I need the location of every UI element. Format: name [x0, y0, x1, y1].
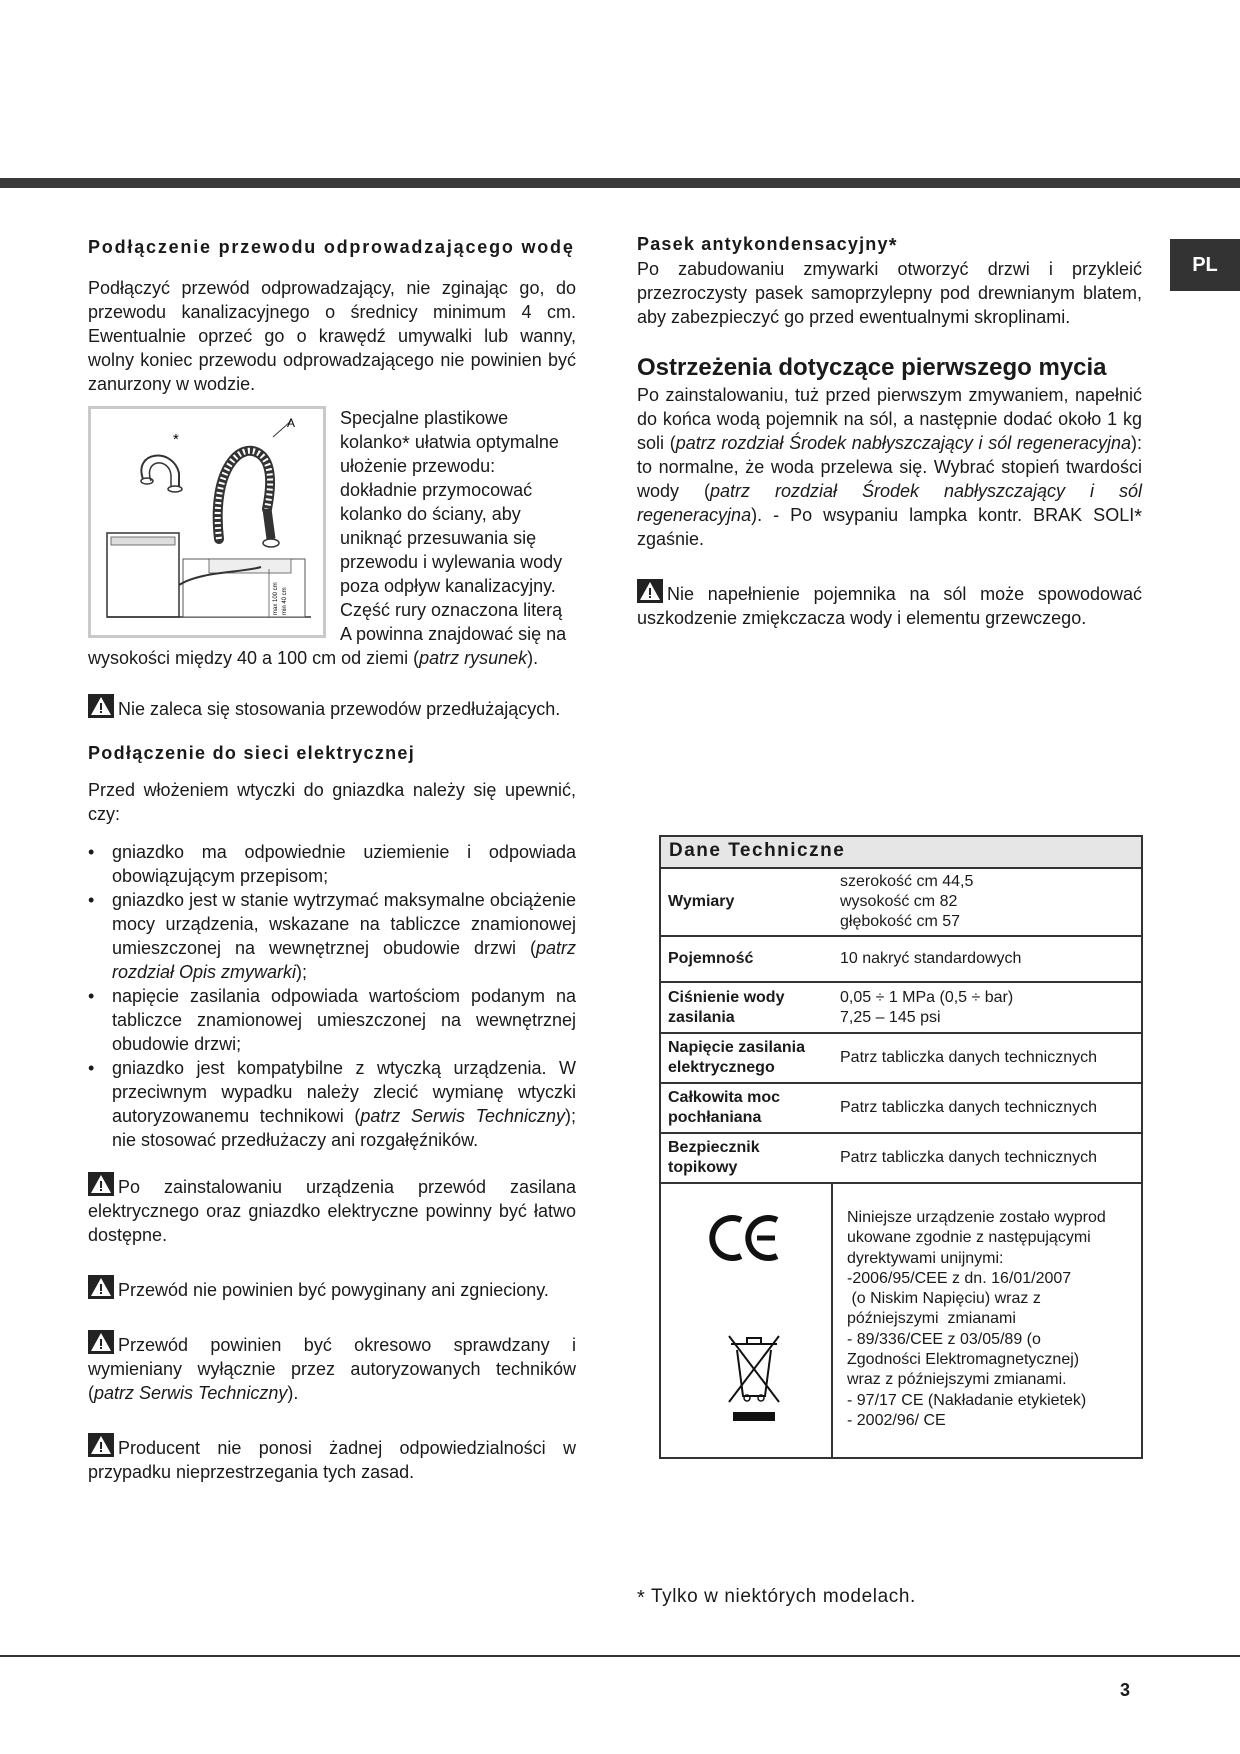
warning-check: [88, 1330, 576, 1405]
warning-salt: [637, 579, 1142, 630]
drain-figure-block: [88, 406, 576, 670]
bottom-rule: [0, 1655, 1240, 1657]
row-key: Pojemność: [668, 950, 754, 967]
row-value: [833, 869, 1141, 935]
value-line: Patrz tabliczka danych technicznych: [840, 1149, 1098, 1166]
cert-line: -2006/95/CEE z dn. 16/01/2007: [847, 1269, 1072, 1287]
first-wash-text: Po zainstalowaniu, tuż przed pierwszym zmywaniem, napełnić do końca wodą pojemnik na sól, a następnie dodać około 1 kg soli (: [637, 385, 1142, 453]
row-value: [833, 1084, 1141, 1132]
list-item-ref: patrz Serwis Techniczny: [360, 1106, 565, 1126]
technical-data-table: [659, 835, 1143, 1459]
warning-access-text: Po zainstalowaniu urządzenia przewód zasilana elektrycznego oraz gniazdko elektryczne powinny być łatwo dostępne.: [88, 1177, 576, 1245]
figure-text-end: ).: [527, 648, 539, 668]
warning-liability: [88, 1433, 576, 1484]
ce-mark-icon: [712, 1218, 777, 1258]
figure-text-part1: Specjalne plastikowe kolanko: [340, 408, 509, 452]
table-row: [661, 983, 1141, 1034]
row-key: Całkowita moc pochłaniana: [668, 1089, 781, 1126]
table-row: [661, 869, 1141, 937]
warning-bend: [88, 1275, 576, 1302]
value-line: Patrz tabliczka danych technicznych: [840, 1099, 1098, 1116]
row-value: [833, 983, 1141, 1032]
figure-text-ref: patrz rysunek: [419, 648, 528, 668]
warning-icon: [637, 579, 663, 603]
left-column: [88, 235, 576, 1484]
value-line: wysokość cm 82: [840, 893, 958, 910]
strip-heading-text: Pasek antykondensacyjny: [637, 234, 889, 254]
cert-line: Niniejsze urządzenie zostało wyprod: [847, 1209, 1106, 1226]
strip-paragraph: Po zabudowaniu zmywarki otworzyć drzwi i przykleić przezroczysty pasek samoprzylepny pod drewnianym blatem, aby zabezpieczyć go przed ewentualnymi skroplinami.: [637, 259, 1142, 327]
asterisk: *: [402, 433, 410, 455]
warning-check-end: ).: [287, 1383, 299, 1403]
figure-label-max: max 100 cm: [273, 582, 279, 615]
row-key: Ciśnienie wody zasilania: [668, 988, 785, 1026]
warning-bend-text: Przewód nie powinien być powyginany ani zgnieciony.: [118, 1280, 549, 1300]
footnote-text: Tylko w niektórych modelach.: [650, 1586, 916, 1607]
footnote: [637, 1586, 916, 1608]
cert-line: - 2002/96/ CE: [847, 1411, 946, 1429]
first-wash-paragraph: [637, 383, 1142, 551]
warning-icon: [88, 1330, 114, 1354]
warning-extension-text: Nie zaleca się stosowania przewodów przedłużających.: [118, 699, 561, 719]
page-number: 3: [1120, 1680, 1131, 1700]
first-wash-heading: Ostrzeżenia dotyczące pierwszego mycia: [637, 354, 1107, 381]
drain-hose-figure: [88, 406, 326, 638]
row-value: [833, 937, 1141, 981]
cert-line: dyrektywami unijnymi:: [847, 1249, 1004, 1267]
table-row: [661, 1034, 1141, 1084]
first-wash-ref: patrz rozdział Środek nabłyszczający i sól regeneracyjna: [675, 433, 1131, 453]
list-item-text: gniazdko jest kompatybilne z wtyczką urządzenia. W przeciwnym wypadku należy zlecić wymianę wtyczki autoryzowanemu technikowi (: [112, 1058, 576, 1126]
electric-checklist: [88, 840, 576, 1152]
figure-label-min: min 40 cm: [282, 587, 288, 615]
value-line: 10 nakryć standardowych: [840, 950, 1022, 967]
language-tab: PL: [1170, 239, 1240, 291]
warning-access: [88, 1172, 576, 1247]
cert-line: - 97/17 CE (Nakładanie etykietek): [847, 1391, 1087, 1409]
row-value: [833, 1034, 1141, 1082]
weee-bin-icon: [729, 1336, 779, 1421]
row-key: Bezpiecznik topikowy: [668, 1139, 760, 1176]
warning-liability-text: Producent nie ponosi żadnej odpowiedzialności w przypadku nieprzestrzegania tych zasad.: [88, 1438, 576, 1482]
certification-text: [833, 1184, 1141, 1457]
list-item-text: gniazdko jest w stanie wytrzymać maksymalne obciążenie mocy urządzenia, wskazane na tabliczce znamionowej umieszczonej na wewnętrznej obudowie drzwi (: [112, 890, 576, 958]
certification-block: [661, 1184, 1141, 1457]
list-item: • napięcie zasilania odpowiada wartościom podanym na tabliczce znamionowej umieszczonej na wewnętrznej obudowie drzwi;: [88, 984, 576, 1056]
drain-hose-illustration: [91, 409, 323, 635]
table-row: [661, 1134, 1141, 1184]
figure-label-star: *: [173, 431, 179, 448]
figure-text-part2: ułatwia optymalne ułożenie przewodu: dokładnie przymocować kolanko do ściany, aby uniknąć przesuwania się przewodu i wylewania wody poza odpływ kanalizacyjny. Część rury oznaczona literą A powinna znajdować się na wysokości między 40 a 100 cm od ziemi (: [88, 432, 567, 668]
value-line: 0,05 ÷ 1 MPa (0,5 ÷ bar): [840, 988, 1014, 1006]
value-line: głębokość cm 57: [840, 913, 961, 930]
warning-salt-text: Nie napełnienie pojemnika na sól może spowodować uszkodzenie zmiękczacza wody i elementu grzewczego.: [637, 584, 1142, 628]
cert-line: - 89/336/CEE z 03/05/89 (o: [847, 1330, 1041, 1348]
row-value: [833, 1134, 1141, 1182]
list-item-text: );: [296, 962, 308, 982]
list-item: • gniazdko ma odpowiednie uziemienie i odpowiada obowiązującym przepisom;: [88, 840, 576, 888]
electric-heading: Podłączenie do sieci elektrycznej: [88, 743, 416, 763]
cert-line: ukowane zgodnie z następującymi: [847, 1229, 1091, 1247]
top-rule: [0, 178, 1240, 188]
cert-line: wraz z późniejszymi zmianami.: [847, 1371, 1067, 1389]
list-item: [88, 888, 576, 984]
warning-icon: [88, 694, 114, 718]
electric-intro: Przed włożeniem wtyczki do gniazdka należy się upewnić, czy:: [88, 780, 576, 824]
row-key: Wymiary: [668, 893, 735, 910]
list-item-text: ); nie stosować przedłużaczy ani rozgałęźników.: [112, 1106, 576, 1150]
cert-line: Zgodności Elektromagnetycznej): [847, 1351, 1080, 1369]
table-row: [661, 937, 1141, 983]
drain-heading: Podłączenie przewodu odprowadzającego wodę: [88, 237, 575, 257]
asterisk: *: [637, 1587, 646, 1609]
value-line: szerokość cm 44,5: [840, 873, 974, 890]
first-wash-text: zgaśnie.: [637, 529, 705, 549]
asterisk: *: [1134, 506, 1142, 528]
first-wash-ref: patrz rozdział Środek nabłyszczający i sól regeneracyjna: [637, 481, 1143, 525]
list-item-ref: patrz rozdział Opis zmywarki: [112, 938, 576, 982]
cert-line: (o Niskim Napięciu) wraz z: [847, 1290, 1041, 1308]
right-column: [637, 232, 1142, 630]
value-line: Patrz tabliczka danych technicznych: [840, 1049, 1098, 1066]
cert-line: późniejszymi zmianami: [847, 1310, 1016, 1328]
certification-marks: [661, 1184, 833, 1457]
warning-icon: [88, 1433, 114, 1457]
warning-check-text: Przewód powinien być okresowo sprawdzany i wymieniany wyłącznie przez autoryzowanych techników (: [88, 1335, 576, 1403]
strip-heading: [637, 232, 1142, 257]
ce-mark-and-weee-icon: [661, 1184, 833, 1454]
list-item: [88, 1056, 576, 1152]
warning-icon: [88, 1172, 114, 1196]
value-line: 7,25 – 145 psi: [840, 1008, 941, 1026]
drain-paragraph: Podłączyć przewód odprowadzający, nie zginając go, do przewodu kanalizacyjnego o średnicy minimum 4 cm. Ewentualnie oprzeć go o krawędź umywalki lub wanny, wolny koniec przewodu odprowadzającego nie powinien być zanurzony w wodzie.: [88, 278, 576, 394]
figure-label-a: A: [287, 416, 296, 430]
first-wash-text: ). - Po wsypaniu lampka kontr. BRAK SOLI: [751, 505, 1135, 525]
warning-check-ref: patrz Serwis Techniczny: [94, 1383, 288, 1403]
technical-data-title: Dane Techniczne: [661, 837, 1141, 869]
first-wash-text: ): to normalne, że woda przelewa się. Wybrać stopień twardości wody (: [637, 433, 1142, 501]
row-key: Napięcie zasilania elektrycznego: [668, 1039, 805, 1076]
table-row: [661, 1084, 1141, 1134]
asterisk: *: [888, 235, 898, 257]
warning-extension: [88, 694, 576, 721]
warning-icon: [88, 1275, 114, 1299]
